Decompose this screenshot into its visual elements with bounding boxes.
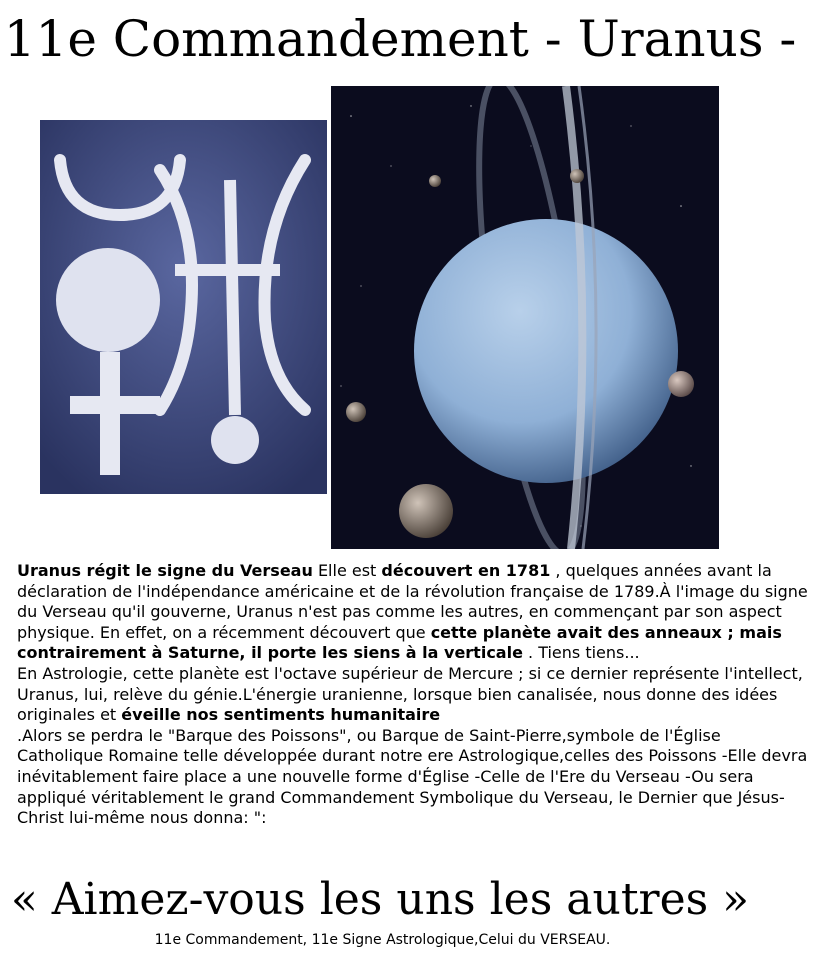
page-title: 11e Commandement - Uranus - [3,10,797,68]
article-body [17,561,809,829]
body-bold-2: découvert en 1781 [381,561,551,580]
body-bold-4: éveille nos sentiments humanitaire [121,705,441,725]
body-text-2: , quelques années avant la déclaration de l'indépendance américaine et de la révolution française de 1789.À l'image du signe du Verseau qu'il gouverne, Uranus n'est pas comme les autres, en commençant par son aspect physique. En effet, on a récemment découvert que [17,561,808,642]
body-bold-3: cette planète avait des anneaux ; mais contrairement à Saturne, il porte les siens à la verticale [17,622,782,663]
body-text-4: En Astrologie, cette planète est l'octave supérieur de Mercure ; si ce dernier représente l'intellect, Uranus, lui, relève du génie.L'énergie uranienne, lorsque bien canalisée, nous donne des idées originales et [17,663,803,725]
uranus-verseau-symbols-image [40,120,327,494]
quote-heading: « Aimez-vous les uns les autres » [10,874,750,925]
body-text-5: .Alors se perdra le "Barque des Poissons", ou Barque de Saint-Pierre,symbole de l'Église Catholique Romaine telle développée durant notre ere Astrologique,celles des Poissons -Elle devra inévitablement faire place a une nouvelle forme d'Église -Celle de l'Ere du Verseau -Ou sera appliqué véritablement le grand Commandement Symbolique du Verseau, le Dernier que Jésus-Christ lui-même nous donna: ": [17,725,808,828]
body-text-1: Elle est [312,561,382,580]
body-bold-1: Uranus régit le signe du Verseau [17,561,313,580]
body-text-3: . Tiens tiens... [522,643,640,663]
footer-caption: 11e Commandement, 11e Signe Astrologique,Celui du VERSEAU. [154,932,611,948]
uranus-planet-image [331,86,719,549]
